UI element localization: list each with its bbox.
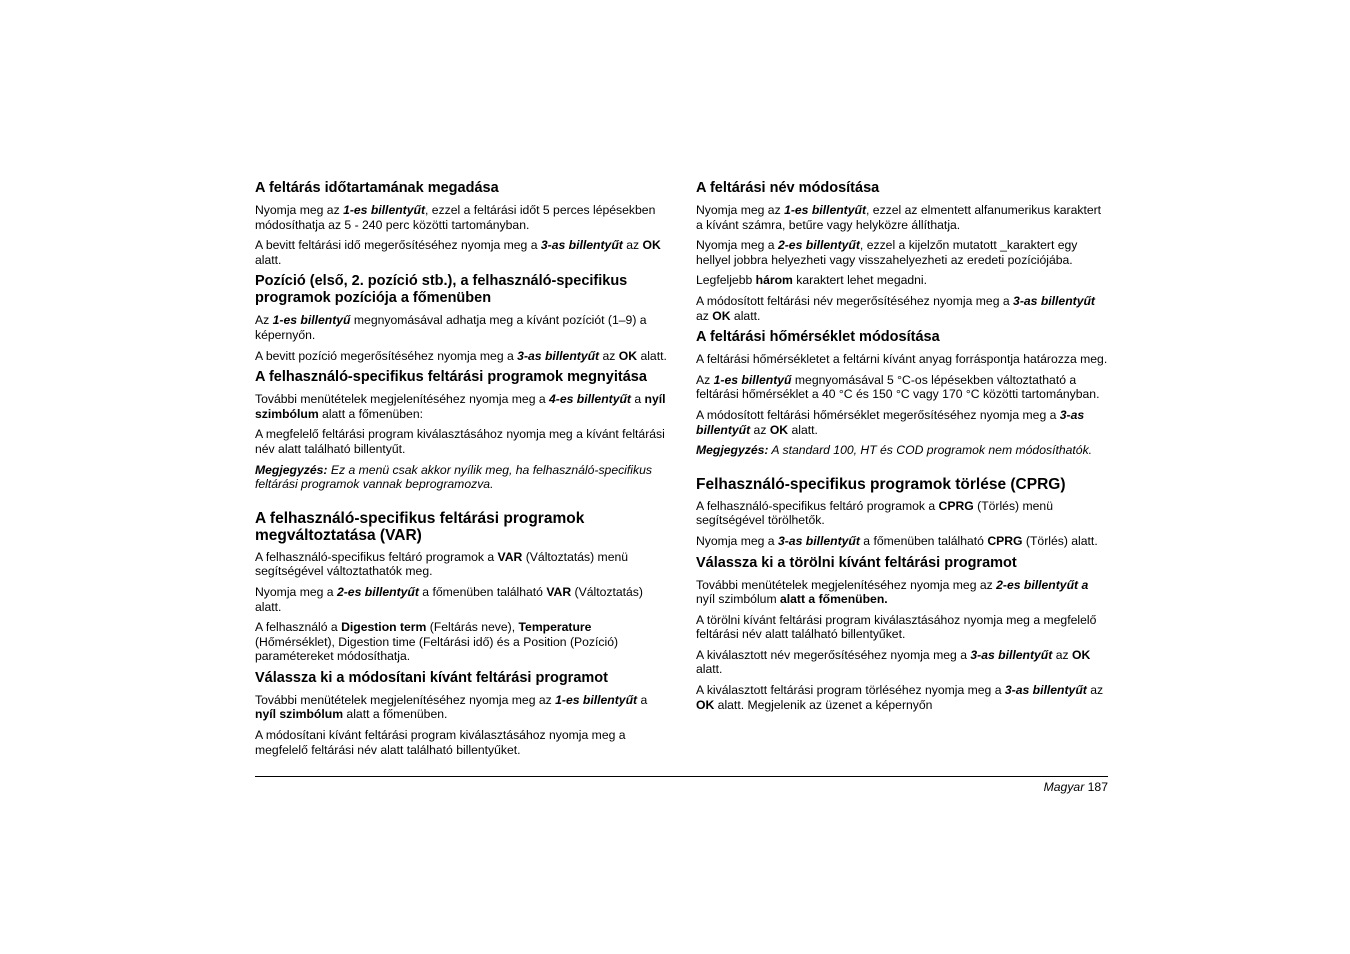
paragraph: Nyomja meg a 2-es billentyűt a főmenüben található VAR (Változtatás) alatt. [255, 584, 643, 614]
paragraph: A megfelelő feltárási program kiválasztásához nyomja meg a kívánt feltárási név alatt található billentyűt. [255, 427, 665, 456]
paragraph: Nyomja meg a 3-as billentyűt a főmenüben található CPRG (Törlés) alatt. [696, 533, 1098, 548]
heading-modify-temperature: A feltárási hőmérséklet módosítása [696, 329, 940, 346]
paragraph: A módosított feltárási hőmérséklet megerősítéséhez nyomja meg a 3-as billentyűt az OK alatt. [696, 407, 1085, 437]
paragraph: A felhasználó a Digestion term (Feltárás neve), Temperature (Hőmérséklet), Digestion time (Feltárási idő) és a Position (Pozíció) paramétereket módosíthatja. [255, 620, 619, 664]
heading-digestion-time: A feltárás időtartamának megadása [255, 180, 499, 196]
paragraph: További menütételek megjelenítéséhez nyomja meg a 4-es billentyűt a nyíl szimbólum alatt a főmenüben: [255, 392, 666, 421]
paragraph: További menütételek megjelenítéséhez nyomja meg az 1-es billentyűt a nyíl szimbólum alatt a főmenüben. [255, 692, 648, 722]
paragraph: További menütételek megjelenítéséhez nyomja meg az 2-es billentyűt a nyíl szimbólum alatt a főmenüben. [696, 577, 1089, 607]
paragraph: Az 1-es billentyű megnyomásával adhatja meg a kívánt pozíciót (1–9) a képernyőn. [255, 313, 647, 342]
paragraph: A bevitt pozíció megerősítéséhez nyomja meg a 3-as billentyűt az OK alatt. [255, 348, 667, 363]
heading-open-programs: A felhasználó-specifikus feltárási programok megnyitása [255, 369, 647, 386]
note: Megjegyzés: Ez a menü csak akkor nyílik meg, ha felhasználó-specifikus feltárási programok vannak beprogramozva. [255, 462, 652, 492]
paragraph: A feltárási hőmérsékletet a feltárni kívánt anyag forráspontja határozza meg. [696, 352, 1108, 367]
heading-select-program-to-delete: Válassza ki a törölni kívánt feltárási programot [696, 554, 1017, 571]
paragraph: A kiválasztott név megerősítéséhez nyomja meg a 3-as billentyűt az OK alatt. [696, 647, 1091, 677]
left-column [255, 180, 667, 763]
footer-language: Magyar [1043, 780, 1085, 794]
page-footer [1044, 780, 1108, 795]
paragraph: A bevitt feltárási idő megerősítéséhez nyomja meg a 3-as billentyűt az OK alatt. [255, 238, 661, 267]
paragraph: Nyomja meg az 1-es billentyűt, ezzel az elmentett alfanumerikus karaktert a kívánt számra, betűre vagy helyközre állíthatja. [696, 203, 1102, 232]
heading-position: Pozíció (első, 2. pozíció stb.), a felhasználó-specifikus programok pozíciója a főmenüben [255, 273, 628, 307]
page-number: 187 [1087, 780, 1108, 794]
right-column [696, 180, 1110, 718]
heading-change-programs: A felhasználó-specifikus feltárási programok megváltoztatása (VAR) [255, 509, 585, 544]
paragraph: Az 1-es billentyű megnyomásával 5 °C-os lépésekben változtatható a feltárási hőmérséklet a 40 °C és 150 °C vagy 170 °C közötti tartományban. [696, 372, 1100, 402]
heading-modify-name: A feltárási név módosítása [696, 180, 880, 196]
paragraph: A kiválasztott feltárási program törléséhez nyomja meg a 3-as billentyűt az OK alatt. Megjelenik az üzenet a képernyőn [696, 683, 1104, 712]
paragraph: Nyomja meg az 1-es billentyűt, ezzel a feltárási időt 5 perces lépésekben módosíthatja az 5 - 240 perc közötti tartományban. [255, 203, 656, 232]
paragraph: Nyomja meg a 2-es billentyűt, ezzel a kijelzőn mutatott _karaktert egy hellyel jobbra helyezheti vagy visszahelyezheti az eredeti pozíciójába. [696, 238, 1078, 267]
paragraph: A módosított feltárási név megerősítéséhez nyomja meg a 3-as billentyűt az OK alatt. [696, 293, 1095, 323]
paragraph: A felhasználó-specifikus feltáró programok a CPRG (Törlés) menü segítségével törölhetők. [696, 498, 1053, 528]
paragraph: A törölni kívánt feltárási program kiválasztásához nyomja meg a megfelelő feltárási név alatt található billentyűket. [696, 612, 1097, 642]
footer-rule [255, 776, 1108, 777]
note: Megjegyzés: A standard 100, HT és COD programok nem módosíthatók. [696, 443, 1093, 458]
paragraph: A módosítani kívánt feltárási program kiválasztásához nyomja meg a megfelelő feltárási név alatt található billentyűket. [255, 728, 626, 757]
paragraph: A felhasználó-specifikus feltáró programok a VAR (Változtatás) menü segítségével változtathatók meg. [255, 549, 629, 579]
heading-delete-programs: Felhasználó-specifikus programok törlése (CPRG) [696, 475, 1066, 493]
heading-select-program-to-modify: Válassza ki a módosítani kívánt feltárási programot [255, 669, 608, 686]
paragraph: Legfeljebb három karaktert lehet megadni. [696, 273, 928, 288]
